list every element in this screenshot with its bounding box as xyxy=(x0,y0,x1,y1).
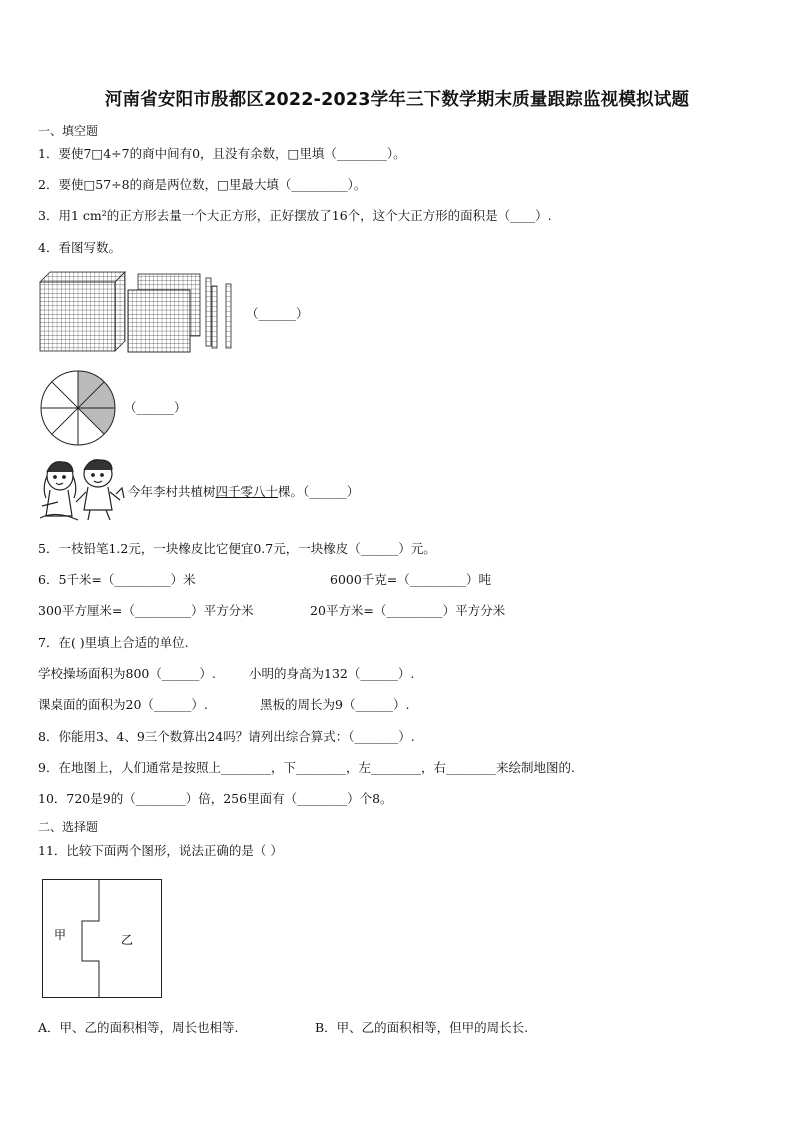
thousand-cube xyxy=(40,272,125,351)
question-7c: 课桌面的面积为20（______）. xyxy=(38,697,208,712)
question-7b: 小明的身高为132（______）. xyxy=(249,666,415,681)
shape-label-yi: 乙 xyxy=(121,933,134,947)
children-planting-illustration xyxy=(38,458,124,524)
dividing-line xyxy=(82,880,99,998)
section-fill-in-heading: 一、填空题 xyxy=(38,124,99,138)
question-3: 3．用1 cm²的正方形去量一个大正方形，正好摆放了16个，这个大正方形的面积是（____）. xyxy=(38,208,552,223)
shape-label-jia: 甲 xyxy=(54,928,67,942)
question-6d: 20平方米=（_________）平方分米 xyxy=(310,603,506,618)
question-6c: 300平方厘米=（_________）平方分米 xyxy=(38,603,254,618)
option-b[interactable]: B．甲、乙的面积相等，但甲的周长长. xyxy=(315,1020,529,1035)
tree-planting-statement xyxy=(128,484,359,500)
ten-rods xyxy=(206,278,231,348)
question-6b: 6000千克=（_________）吨 xyxy=(330,572,492,587)
fraction-circle-figure xyxy=(40,370,116,446)
question-7d: 黑板的周长为9（______）. xyxy=(260,697,410,712)
fraction-circle xyxy=(41,371,115,445)
statement-answer-blank[interactable]: 棵。（______） xyxy=(278,484,360,499)
question-7a: 学校操场面积为800（______）. xyxy=(38,666,216,681)
question-7: 7．在( )里填上合适的单位. xyxy=(38,635,189,650)
question-5: 5．一枝铅笔1.2元，一块橡皮比它便宜0.7元，一块橡皮（______）元。 xyxy=(38,541,436,556)
hundred-flat-2 xyxy=(128,290,190,352)
question-2: 2．要使□57÷8的商是两位数，□里最大填（_________）。 xyxy=(38,177,367,192)
answer-blank-blocks[interactable]: （______） xyxy=(246,306,309,321)
question-4: 4．看图写数。 xyxy=(38,240,121,255)
answer-blank-circle[interactable]: （______） xyxy=(124,400,187,415)
option-a[interactable]: A．甲、乙的面积相等，周长也相等. xyxy=(38,1020,239,1035)
question-8: 8．你能用3、4、9三个数算出24吗？请列出综合算式：（_______）. xyxy=(38,729,415,744)
base-ten-blocks-figure xyxy=(40,272,240,354)
question-11: 11．比较下面两个图形，说法正确的是（ ） xyxy=(38,843,283,858)
question-9: 9．在地图上，人们通常是按照上________，下________，左________，右________来绘制地图的. xyxy=(38,760,575,775)
shape-comparison-figure xyxy=(42,879,163,1000)
statement-underlined-number: 四千零八十 xyxy=(215,484,279,499)
section-choice-heading: 二、选择题 xyxy=(38,820,99,834)
statement-text-before: 今年李村共植树 xyxy=(128,484,216,499)
question-1: 1．要使7□4÷7的商中间有0，且没有余数，□里填（________）。 xyxy=(38,146,406,161)
page-title: 河南省安阳市殷都区2022-2023学年三下数学期末质量跟踪监视模拟试题 xyxy=(104,90,690,110)
question-10: 10．720是9的（________）倍，256里面有（________）个8。 xyxy=(38,791,393,806)
question-6a: 6．5千米=（_________）米 xyxy=(38,572,196,587)
